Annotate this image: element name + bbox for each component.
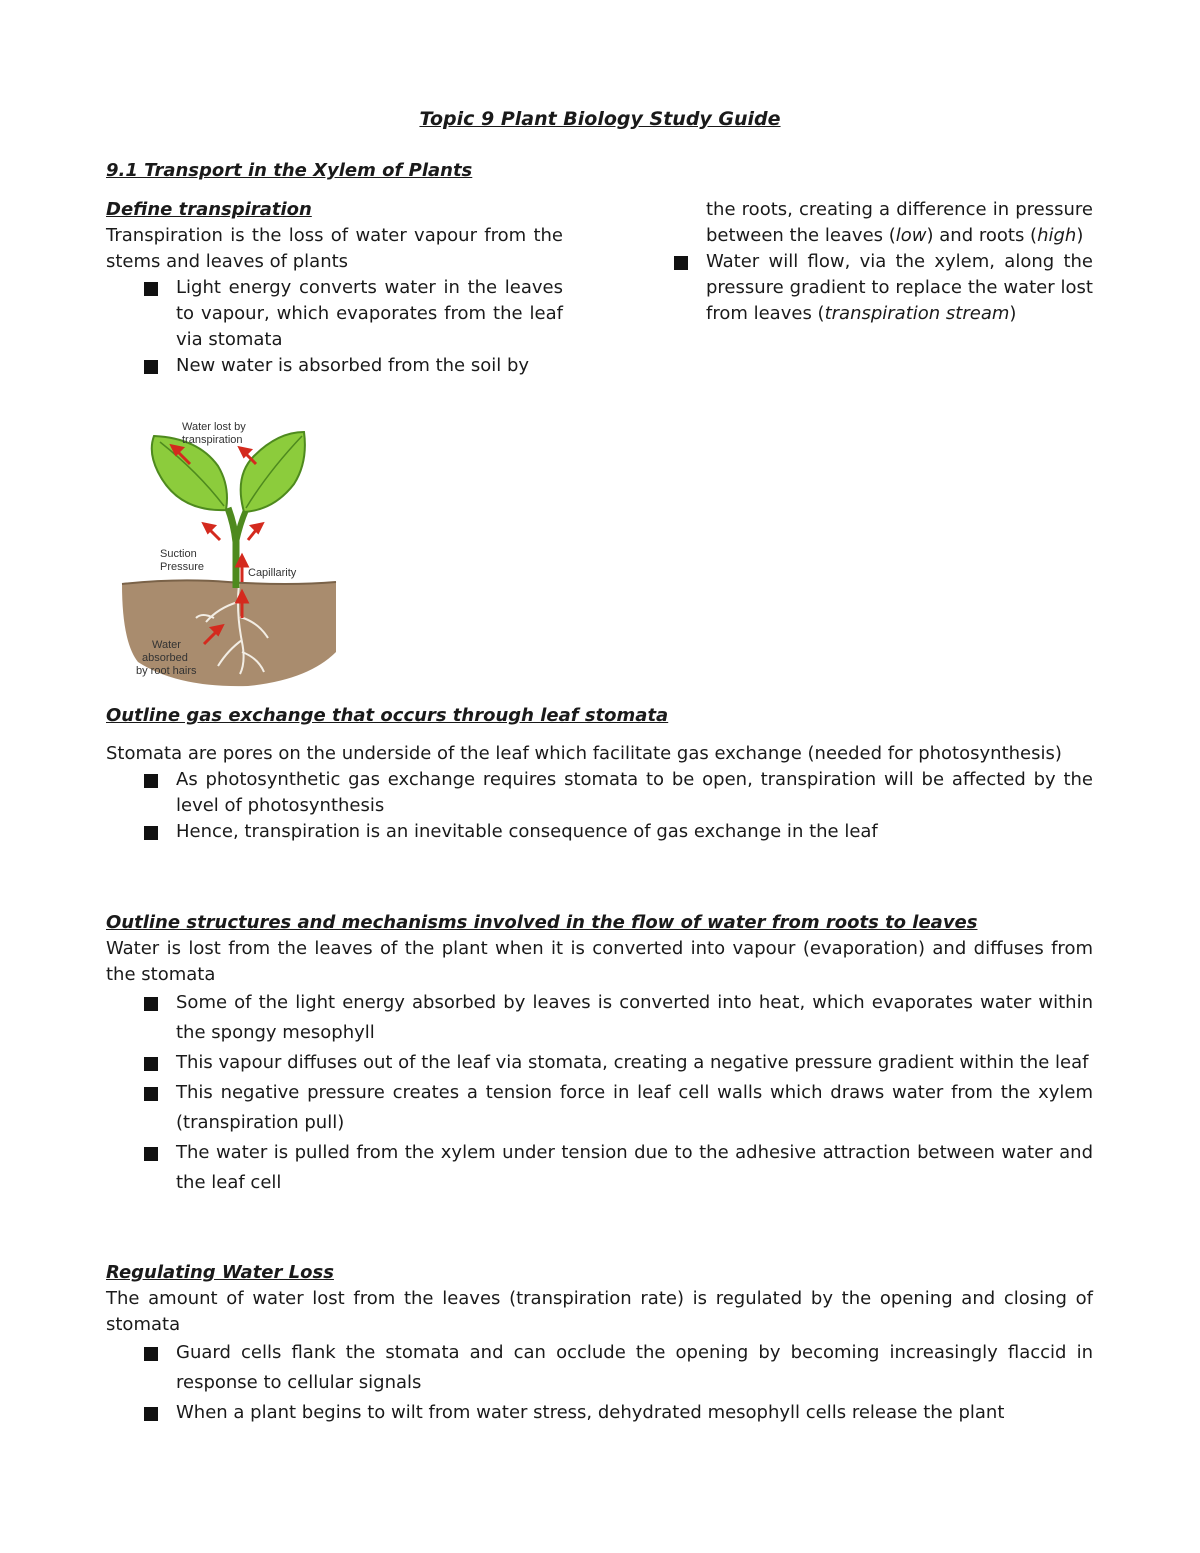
list-item-text: As photosynthetic gas exchange requires stomata to be open, transpiration will be affected by the level of photosynthesis <box>176 769 1093 816</box>
bullet-square-icon <box>144 1147 158 1161</box>
bullet-square-icon <box>144 826 158 840</box>
high-term: high <box>1037 225 1077 246</box>
transpiration-heading: Define transpiration <box>106 199 312 220</box>
transpiration-stream-term: transpiration stream <box>824 303 1010 324</box>
list-item-text: Guard cells flank the stomata and can occlude the opening by becoming increasingly flaccid in response to cellular signals <box>176 1342 1093 1393</box>
continuation-pre: the roots, creating a difference in pressure between the leaves ( <box>706 199 1093 246</box>
label-transpiration: transpiration <box>182 434 243 446</box>
label-water-lost: Water lost by <box>182 421 246 433</box>
water-flow-section <box>106 910 1093 1198</box>
label-suction: Suction <box>160 548 197 560</box>
stem <box>228 508 236 588</box>
list-item-text: This negative pressure creates a tension force in leaf cell walls which draws water from the xylem (transpiration pull) <box>176 1082 1093 1133</box>
list-item <box>106 1138 1093 1198</box>
transpiration-intro: Transpiration is the loss of water vapour from the stems and leaves of plants <box>106 225 563 272</box>
right-column <box>636 197 1093 327</box>
bullet-square-icon <box>144 1087 158 1101</box>
list-item <box>106 1048 1093 1078</box>
continuation-text <box>636 197 1093 249</box>
bullet-square-icon <box>144 1057 158 1071</box>
list-item-text: Light energy converts water in the leaves to vapour, which evaporates from the leaf via stomata <box>176 277 563 350</box>
list-item-text: New water is absorbed from the soil by <box>176 355 530 376</box>
label-root-hairs: by root hairs <box>136 665 197 677</box>
regulating-section <box>106 1260 1093 1428</box>
bullet-square-icon <box>144 282 158 296</box>
list-item-text: When a plant begins to wilt from water stress, dehydrated mesophyll cells release the plant <box>176 1402 1005 1423</box>
list-item-text: Water will flow, via the xylem, along the pressure gradient to replace the water lost from leaves ( <box>706 251 1093 324</box>
regulating-heading: Regulating Water Loss <box>106 1262 334 1283</box>
continuation-mid: ) and roots ( <box>926 225 1038 246</box>
list-item <box>106 819 1093 845</box>
label-water: Water <box>152 639 181 651</box>
transpiration-diagram <box>118 412 340 688</box>
bullet-square-icon <box>144 360 158 374</box>
list-item-text: Hence, transpiration is an inevitable consequence of gas exchange in the leaf <box>176 821 878 842</box>
list-item <box>106 353 563 379</box>
list-item-text: Some of the light energy absorbed by leaves is converted into heat, which evaporates water within the spongy mesophyll <box>176 992 1093 1043</box>
list-item <box>106 1398 1093 1428</box>
left-column <box>106 197 563 379</box>
list-item-text: The water is pulled from the xylem under tension due to the adhesive attraction between water and the leaf cell <box>176 1142 1093 1193</box>
bullet-square-icon <box>144 1407 158 1421</box>
left-leaf <box>152 436 227 510</box>
list-item-text-end: ) <box>1009 303 1017 324</box>
list-item <box>106 275 563 353</box>
list-item <box>106 767 1093 819</box>
label-capillarity: Capillarity <box>248 567 297 579</box>
gas-exchange-intro: Stomata are pores on the underside of the leaf which facilitate gas exchange (needed for photosynthesis) <box>106 743 1062 764</box>
list-item <box>106 1078 1093 1138</box>
page-title: Topic 9 Plant Biology Study Guide <box>419 108 781 130</box>
list-item-text: This vapour diffuses out of the leaf via stomata, creating a negative pressure gradient within the leaf <box>176 1052 1089 1073</box>
continuation-post: ) <box>1076 225 1084 246</box>
bullet-square-icon <box>144 774 158 788</box>
label-pressure: Pressure <box>160 561 205 573</box>
list-item <box>106 1338 1093 1398</box>
section-heading: 9.1 Transport in the Xylem of Plants <box>106 160 473 181</box>
bullet-square-icon <box>144 1347 158 1361</box>
water-flow-intro: Water is lost from the leaves of the plant when it is converted into vapour (evaporation) and diffuses from the stomata <box>106 938 1093 985</box>
low-term: low <box>895 225 927 246</box>
stem-branch <box>236 510 246 542</box>
list-item <box>636 249 1093 327</box>
gas-exchange-heading: Outline gas exchange that occurs through leaf stomata <box>106 705 669 726</box>
bullet-square-icon <box>674 256 688 270</box>
water-flow-heading: Outline structures and mechanisms involved in the flow of water from roots to leaves <box>106 912 978 933</box>
regulating-intro: The amount of water lost from the leaves (transpiration rate) is regulated by the opening and closing of stomata <box>106 1288 1093 1335</box>
list-item <box>106 988 1093 1048</box>
bullet-square-icon <box>144 997 158 1011</box>
label-absorbed: absorbed <box>142 652 188 664</box>
gas-exchange-section <box>106 703 1093 845</box>
